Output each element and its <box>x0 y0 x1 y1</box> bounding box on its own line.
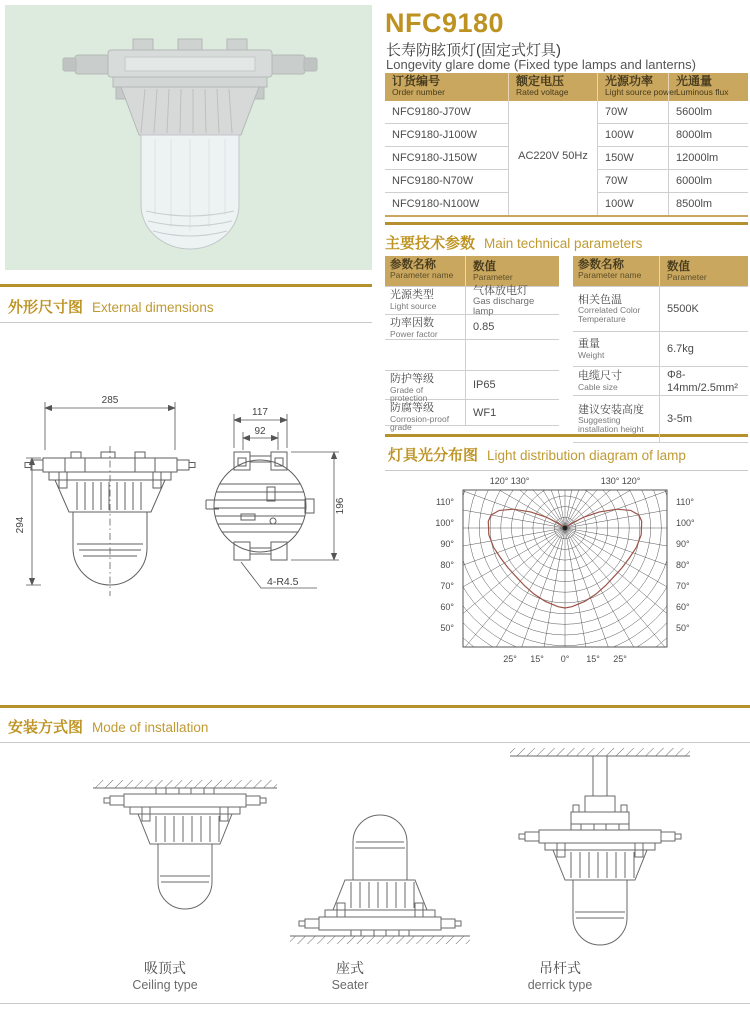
light-distribution-polar-chart <box>420 472 750 690</box>
param-row-empty <box>385 339 559 370</box>
dim-top-height-label: 196 <box>335 497 346 515</box>
installation-drawing-derrick <box>485 748 715 953</box>
svg-text:70°: 70° <box>440 581 454 591</box>
ceiling-hatch <box>93 780 277 788</box>
svg-text:110°: 110° <box>436 497 454 507</box>
order-table-header-cell: 额定电压 Rated voltage <box>508 73 597 101</box>
divider-gold <box>0 284 372 287</box>
divider-thin <box>385 470 748 471</box>
param-row-light-source: 光源类型 Light source 气体放电灯 Gas discharge lamp <box>385 286 559 314</box>
svg-text:50°: 50° <box>676 623 690 633</box>
svg-text:0°: 0° <box>560 654 570 664</box>
param-row-corrosion-grade: 防腐等级 Corrosion-proof grade WF1 <box>385 399 559 426</box>
install-label-derrick: 吊杆式 derrick type <box>527 960 593 992</box>
dim-height-label: 294 <box>15 516 26 534</box>
param-row-power-factor: 功率因数 Power factor 0.85 <box>385 314 559 339</box>
divider-gold <box>0 705 750 708</box>
svg-text:110°: 110° <box>676 497 694 507</box>
order-table-header-cell: 光源功率 Light source power <box>597 73 668 101</box>
install-label-seater: 座式 Seater <box>331 960 369 992</box>
svg-text:50°: 50° <box>440 623 454 633</box>
svg-text:25°: 25° <box>503 654 517 664</box>
installation-drawing-seater <box>285 778 475 948</box>
ceiling-hatch <box>510 748 690 756</box>
param-table-header: 参数名称 Parameter name 数值 Parameter <box>573 256 748 286</box>
param-row-installation-height: 建议安装高度 Suggesting installation height 3-5m <box>573 395 748 443</box>
table-cell-power: 70W <box>598 169 668 192</box>
table-cell-order-number: NFC9180-J70W <box>392 106 471 118</box>
svg-text:90°: 90° <box>440 539 454 549</box>
order-table <box>385 73 748 217</box>
table-cell-flux: 6000lm <box>669 169 748 192</box>
tech-params-table-left <box>385 256 559 433</box>
param-row-color-temperature: 相关色温 Correlated Color Temperature 5500K <box>573 286 748 331</box>
product-model-title: NFC9180 <box>385 8 505 38</box>
installation-drawing-ceiling <box>85 778 285 948</box>
external-dimensions-drawing <box>5 388 370 673</box>
table-cell-power: 150W <box>598 146 668 169</box>
svg-text:80°: 80° <box>676 560 690 570</box>
table-cell-power: 100W <box>598 192 668 215</box>
tech-params-table-right <box>573 256 748 443</box>
table-cell-flux: 12000lm <box>669 146 748 169</box>
dim-width-label: 285 <box>101 395 119 406</box>
divider-thin <box>0 1003 750 1004</box>
product-photo <box>5 5 372 270</box>
top-view-dimensions <box>234 414 339 588</box>
svg-text:120°: 120° <box>489 476 509 486</box>
divider-thin <box>0 742 750 743</box>
param-row-weight: 重量 Weight 6.7kg <box>573 331 748 366</box>
table-cell-order-number: NFC9180-N70W <box>385 169 508 192</box>
table-cell-order-number: NFC9180-J100W <box>385 123 508 146</box>
order-number-column <box>385 101 508 215</box>
table-cell-flux: 8500lm <box>669 192 748 215</box>
param-table-header: 参数名称 Parameter name 数值 Parameter <box>385 256 559 286</box>
table-cell-flux: 8000lm <box>669 123 748 146</box>
svg-text:15°: 15° <box>586 654 600 664</box>
svg-text:90°: 90° <box>676 539 690 549</box>
table-cell-power: 100W <box>598 123 668 146</box>
param-row-cable-size: 电缆尺寸 Cable size Φ8-14mm/2.5mm² <box>573 366 748 395</box>
section-title-tech-parameters: 主要技术参数 Main technical parameters <box>385 235 643 252</box>
dim-top-width-label: 117 <box>252 407 268 418</box>
divider-gold <box>385 222 748 225</box>
svg-text:25°: 25° <box>613 654 627 664</box>
front-view-drawing <box>25 446 195 596</box>
dim-radius-label: 4-R4.5 <box>267 576 299 588</box>
svg-text:100°: 100° <box>676 518 695 528</box>
order-table-header-cell: 订货编号 Order number <box>392 74 445 98</box>
product-subtitle-zh: 长寿防眩顶灯(固定式灯具) <box>386 42 561 59</box>
table-cell-order-number: NFC9180-N100W <box>385 192 508 215</box>
param-row-protection-grade: 防护等级 Grade of protection IP65 <box>385 370 559 399</box>
svg-text:60°: 60° <box>440 602 454 612</box>
power-column <box>597 101 668 215</box>
derrick-rod <box>571 756 629 824</box>
section-title-installation: 安装方式图 Mode of installation <box>8 719 209 736</box>
table-cell-rated-voltage: AC220V 50Hz <box>518 150 588 162</box>
table-cell-power: 70W <box>605 106 628 118</box>
svg-text:15°: 15° <box>530 654 544 664</box>
order-table-header <box>385 73 748 101</box>
table-cell-flux: 5600lm <box>676 106 713 118</box>
order-table-body <box>385 101 748 217</box>
svg-text:70°: 70° <box>676 581 690 591</box>
table-cell-order-number: NFC9180-J150W <box>385 146 508 169</box>
ground-hatch <box>290 936 470 944</box>
product-subtitle-en: Longevity glare dome (Fixed type lamps and lanterns) <box>386 57 696 72</box>
svg-text:100°: 100° <box>435 518 454 528</box>
dim-inner-width-label: 92 <box>254 426 266 437</box>
section-title-external-dimensions: 外形尺寸图 External dimensions <box>8 299 214 316</box>
svg-text:130°: 130° <box>600 476 620 486</box>
rated-voltage-column <box>508 101 597 215</box>
svg-text:120°: 120° <box>621 476 641 486</box>
install-label-ceiling: 吸顶式 Ceiling type <box>132 960 198 992</box>
svg-text:60°: 60° <box>676 602 690 612</box>
section-title-light-distribution: 灯具光分布图 Light distribution diagram of lamp <box>388 447 686 464</box>
svg-text:130°: 130° <box>510 476 530 486</box>
divider-thin <box>0 322 372 323</box>
top-view-drawing <box>206 452 314 560</box>
order-table-header-cell: 光通量 Luminous flux <box>668 73 748 101</box>
svg-text:80°: 80° <box>440 560 454 570</box>
flux-column <box>668 101 748 215</box>
